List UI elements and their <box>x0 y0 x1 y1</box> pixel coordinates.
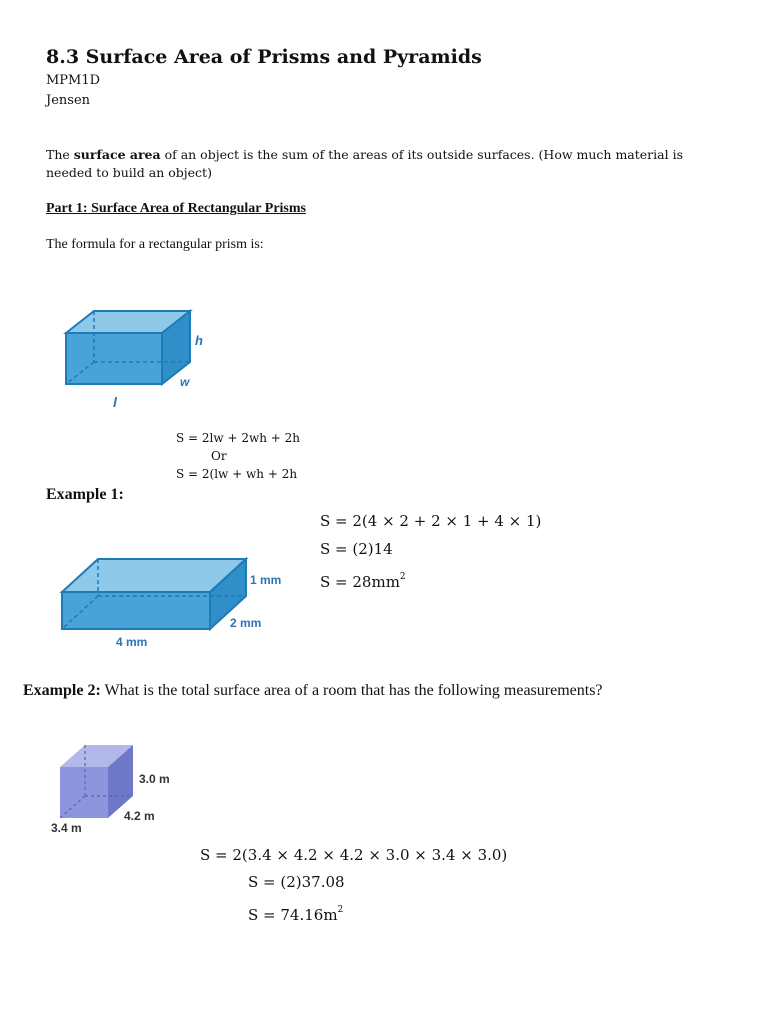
prism-front-face <box>66 333 162 384</box>
formula-line-2: S = 2(lw + wh + 2h <box>176 467 298 481</box>
example2-heading: Example 2: <box>23 682 101 699</box>
formula-line-1: S = 2lw + 2wh + 2h <box>176 431 301 445</box>
example1-step-1: S = 2(4 × 2 + 2 × 1 + 4 × 1) <box>320 512 542 530</box>
intro-paragraph <box>46 146 706 182</box>
ex2-width-label: 3.4 m <box>51 821 82 835</box>
example2-step-1: S = 2(3.4 × 4.2 × 4.2 × 3.0 × 3.4 × 3.0) <box>200 846 508 864</box>
page-title: 8.3 Surface Area of Prisms and Pyramids <box>46 46 482 68</box>
example1-result: S = 28mm <box>320 573 400 591</box>
intro-suffix: of an object is the sum of the areas of its outside surfaces. (How much material is needed to build an object) <box>46 147 683 180</box>
rectangular-prism-diagram <box>40 300 220 415</box>
example1-exponent: 2 <box>399 572 406 582</box>
example2-step-3 <box>248 905 343 924</box>
ex2-depth-label: 4.2 m <box>124 809 155 823</box>
ex1-height-label: 1 mm <box>250 573 282 587</box>
example2-result: S = 74.16m <box>248 906 338 924</box>
label-l: l <box>113 394 117 410</box>
example2-exponent: 2 <box>337 905 344 915</box>
example2-step-2: S = (2)37.08 <box>248 873 345 891</box>
example2-room-diagram <box>48 740 188 840</box>
label-w: w <box>180 375 190 389</box>
formula-intro: The formula for a rectangular prism is: <box>46 237 264 252</box>
ex2-height-label: 3.0 m <box>139 772 170 786</box>
course-code: MPM1D <box>46 73 101 88</box>
example1-prism-diagram <box>50 550 290 655</box>
example2-question <box>23 682 603 700</box>
example2-question-text: What is the total surface area of a room that has the following measurements? <box>100 682 603 699</box>
example1-step-3 <box>320 572 406 591</box>
label-h: h <box>195 333 203 348</box>
formula-or: Or <box>211 449 227 463</box>
ex1-front-face <box>62 592 210 629</box>
ex1-length-label: 4 mm <box>116 635 148 649</box>
intro-prefix: The <box>46 147 74 162</box>
part1-heading: Part 1: Surface Area of Rectangular Prisms <box>46 201 306 216</box>
teacher-name: Jensen <box>46 93 91 108</box>
ex2-front-face <box>60 767 108 818</box>
example1-step-2: S = (2)14 <box>320 540 393 558</box>
intro-term: surface area <box>73 147 161 162</box>
ex1-width-label: 2 mm <box>230 616 262 630</box>
example1-heading: Example 1: <box>46 486 124 503</box>
